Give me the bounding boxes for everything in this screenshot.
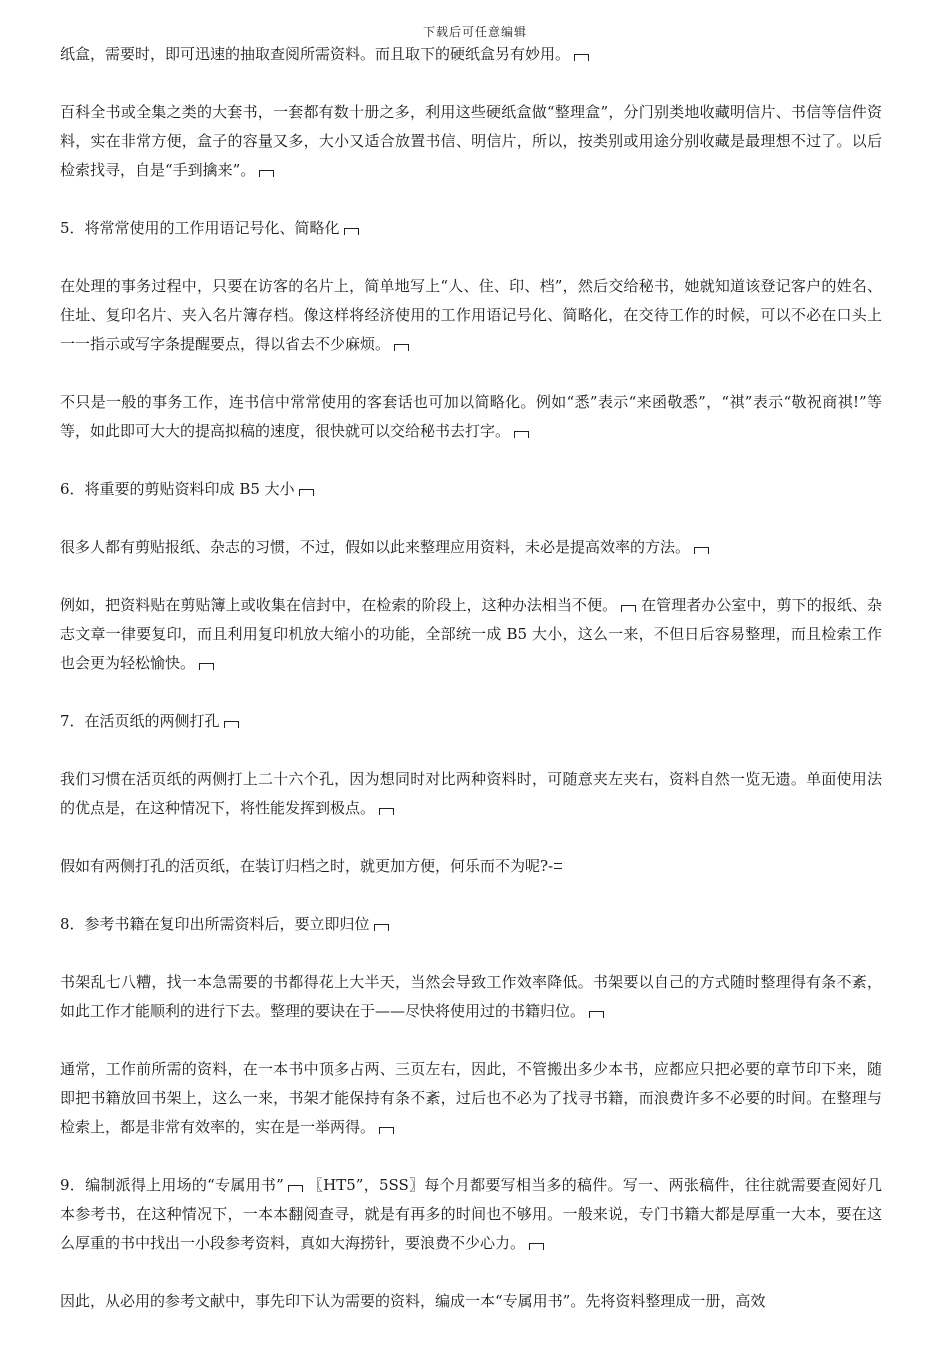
paragraph: 在处理的事务过程中，只要在访客的名片上，简单地写上“人、住、印、档”，然后交给秘书，她就知道该登记客户的姓名、住址、复印名片、夹入名片簿存档。像这样将经济使用的工作用语记号化、简略化，在交待工作的时候，可以不必在口头上一一指示或写字条提醒要点，得以省去不少麻烦。 [60, 277, 882, 353]
break-mark-icon [379, 808, 394, 815]
break-mark-icon [374, 924, 389, 931]
section-heading: 8．参考书籍在复印出所需资料后，要立即归位 [60, 910, 882, 939]
break-mark-icon [224, 721, 239, 728]
document-body [60, 40, 882, 1345]
break-mark-icon [299, 489, 314, 496]
paragraph: 纸盒，需要时，即可迅速的抽取查阅所需资料。而且取下的硬纸盒另有妙用。 [60, 40, 882, 69]
paragraph: 我们习惯在活页纸的两侧打上二十六个孔，因为想同时对比两种资料时，可随意夹左夹右，资料自然一览无遗。单面使用法的优点是，在这种情况下，将性能发挥到极点。 [60, 770, 882, 817]
paragraph: 通常，工作前所需的资料，在一本书中顶多占两、三页左右，因此，不管搬出多少本书，应都应只把必要的章节印下来，随即把书籍放回书架上，这么一来，书架才能保持有条不紊，过后也不必为了找寻书籍，而浪费许多不必要的时间。在整理与检索上，都是非常有效率的，实在是一举两得。 [60, 1060, 882, 1136]
paragraph: 因此，从必用的参考文献中，事先印下认为需要的资料，编成一本“专属用书”。先将资料整理成一册，高效 [60, 1292, 766, 1310]
break-mark-icon [288, 1185, 303, 1192]
paragraph: 9．编制派得上用场的“专属用书” 〖HT5”，5SS〗每个月都要写相当多的稿件。写一、两张稿件，往往就需要查阅好几本参考书，在这种情况下，一本本翻阅查寻，就是有再多的时间也不够用。一般来说，专门书籍大都是厚重一大本，要在这么厚重的书中找出一小段参考资料，真如大海捞针，要浪费不少心力。 [60, 1176, 882, 1252]
paragraph: 不只是一般的事务工作，连书信中常常使用的客套话也可加以简略化。例如“悉”表示“来函敬悉”，“祺”表示“敬祝商祺!”等等，如此即可大大的提高拟稿的速度，很快就可以交给秘书去打字。 [60, 393, 882, 440]
paragraph: 百科全书或全集之类的大套书，一套都有数十册之多，利用这些硬纸盒做“整理盒”，分门别类地收藏明信片、书信等信件资料，实在非常方便，盒子的容量又多，大小又适合放置书信、明信片，所以，按类别或用途分别收藏是最理想不过了。以后检索找寻，自是“手到擒来”。 [60, 103, 882, 179]
break-mark-icon [621, 605, 636, 612]
break-mark-icon [694, 547, 709, 554]
break-mark-icon [379, 1127, 394, 1134]
break-mark-icon [529, 1243, 544, 1250]
break-mark-icon [394, 344, 409, 351]
equals-mark-icon [554, 863, 562, 869]
section-heading: 5．将常常使用的工作用语记号化、简略化 [60, 214, 882, 243]
break-mark-icon [514, 431, 529, 438]
page-header: 下载后可任意编辑 [422, 25, 527, 39]
break-mark-icon [589, 1011, 604, 1018]
break-mark-icon [344, 228, 359, 235]
paragraph: 很多人都有剪贴报纸、杂志的习惯，不过，假如以此来整理应用资料，未必是提高效率的方法。 [60, 533, 882, 562]
section-heading: 7．在活页纸的两侧打孔 [60, 707, 882, 736]
break-mark-icon [574, 54, 589, 61]
break-mark-icon [259, 170, 274, 177]
paragraph: 例如，把资料贴在剪贴簿上或收集在信封中，在检索的阶段上，这种办法相当不便。 在管理者办公室中，剪下的报纸、杂志文章一律要复印，而且利用复印机放大缩小的功能，全部统一成 B5 大小，这么一来，不但日后容易整理，而且检索工作也会更为轻松愉快。 [60, 596, 882, 672]
break-mark-icon [199, 663, 214, 670]
paragraph: 书架乱七八糟，找一本急需要的书都得花上大半天，当然会导致工作效率降低。书架要以自己的方式随时整理得有条不紊，如此工作才能顺利的进行下去。整理的要诀在于——尽快将使用过的书籍归位。 [60, 973, 882, 1020]
section-heading: 6．将重要的剪贴资料印成 B5 大小 [60, 475, 882, 504]
paragraph: 假如有两侧打孔的活页纸，在装订归档之时，就更加方便，何乐而不为呢?- [60, 852, 882, 881]
